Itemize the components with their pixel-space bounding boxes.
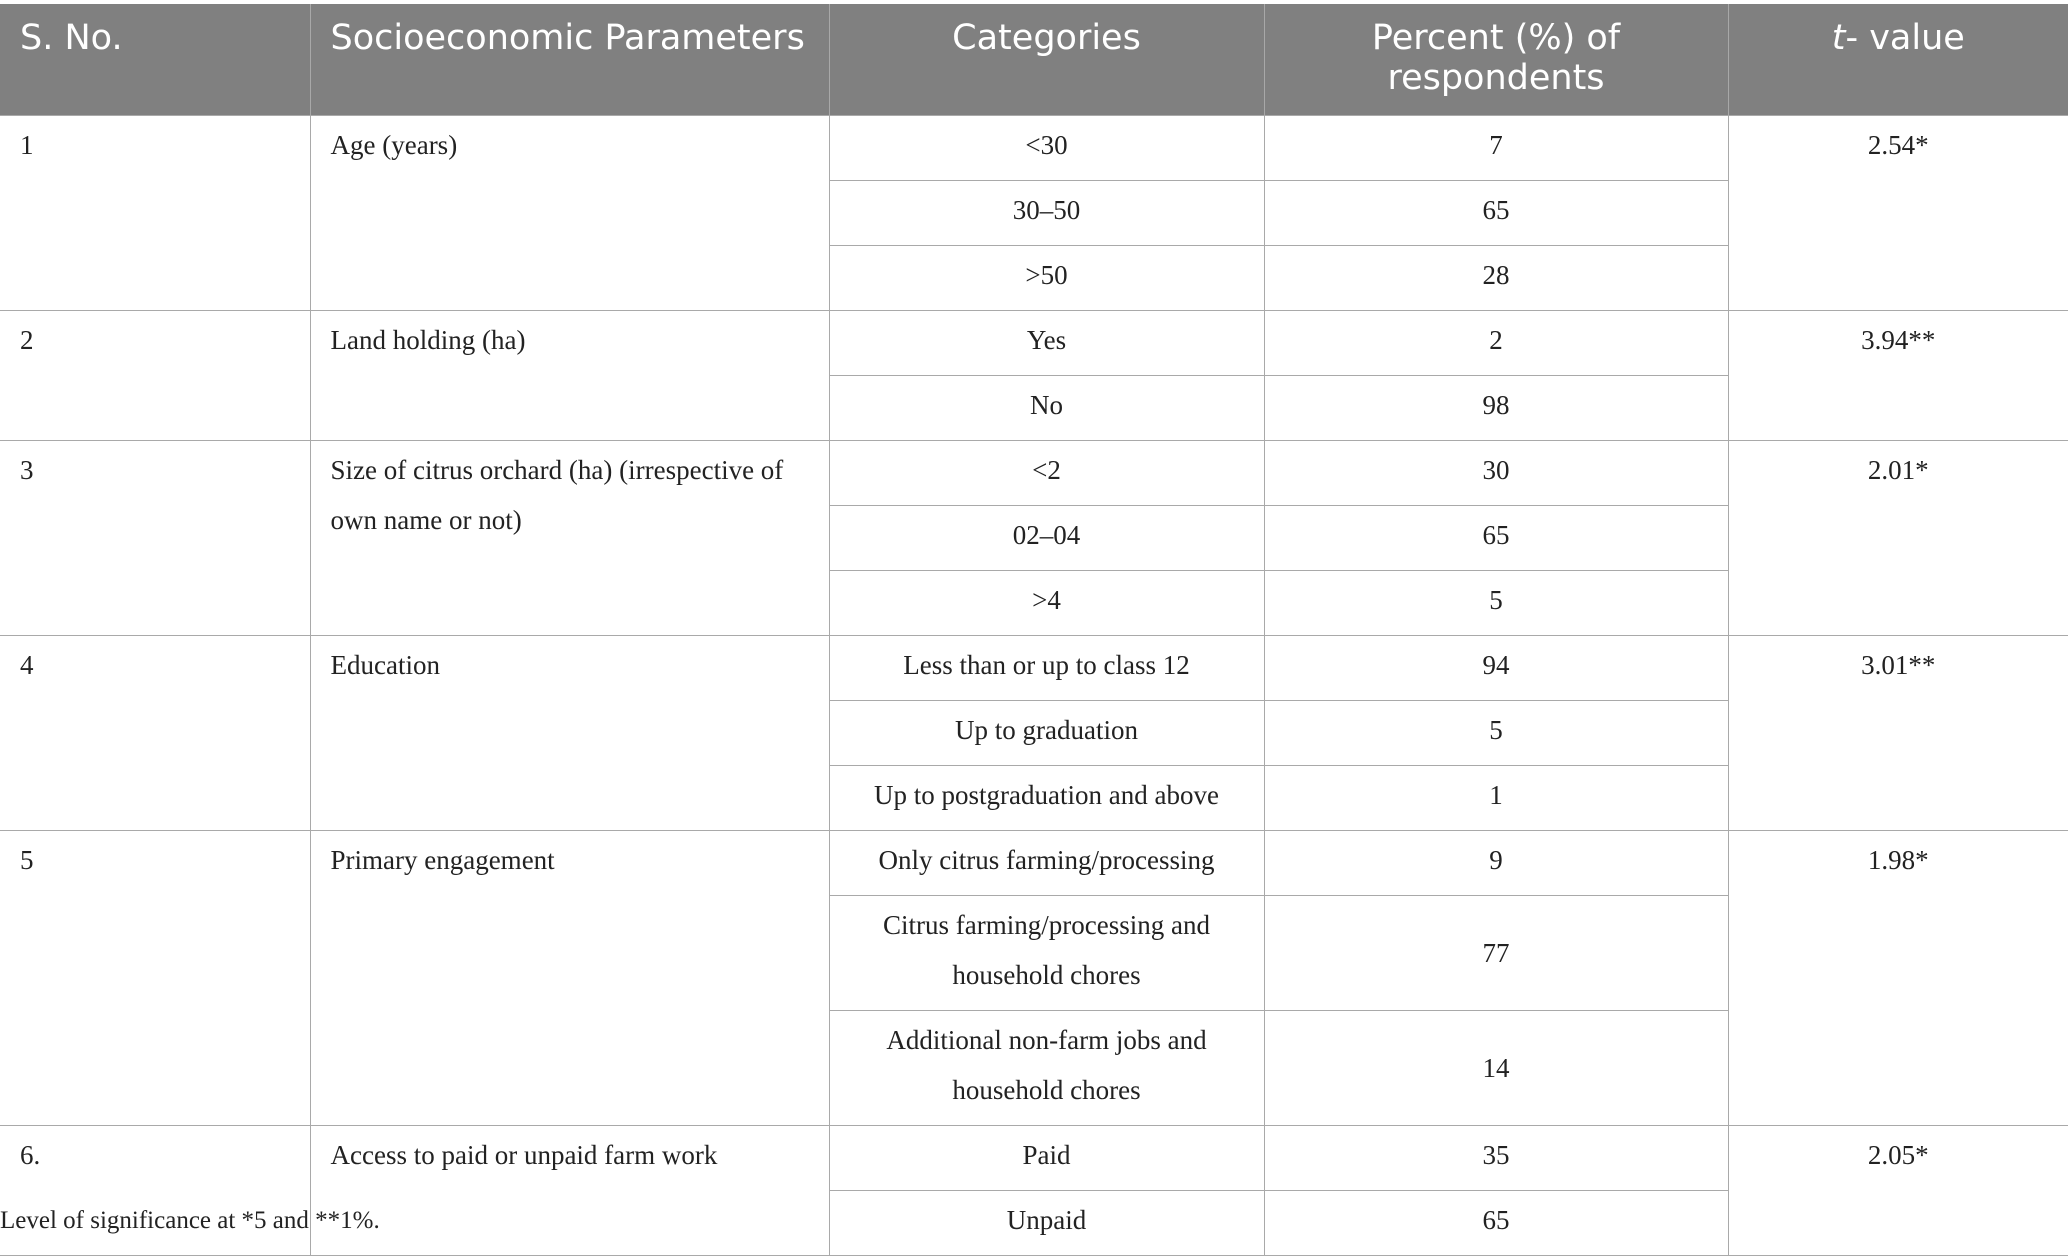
cell-category: <2 bbox=[829, 440, 1264, 505]
cell-parameter: Primary engagement bbox=[310, 830, 829, 1125]
cell-sno: 6. bbox=[0, 1125, 310, 1255]
cell-percent: 5 bbox=[1264, 570, 1728, 635]
cell-sno: 2 bbox=[0, 310, 310, 440]
header-t-value bbox=[1728, 4, 2068, 115]
cell-percent: 98 bbox=[1264, 375, 1728, 440]
cell-category: Citrus farming/processing and household chores bbox=[829, 895, 1264, 1010]
cell-t-value: 1.98* bbox=[1728, 830, 2068, 1125]
cell-parameter: Size of citrus orchard (ha) (irrespective of own name or not) bbox=[310, 440, 829, 635]
cell-t-value: 3.94** bbox=[1728, 310, 2068, 440]
cell-category: Unpaid bbox=[829, 1190, 1264, 1255]
cell-percent: 2 bbox=[1264, 310, 1728, 375]
cell-percent: 9 bbox=[1264, 830, 1728, 895]
cell-category: Less than or up to class 12 bbox=[829, 635, 1264, 700]
table-footnote: Level of significance at *5 and **1%. bbox=[0, 1207, 380, 1234]
cell-sno: 4 bbox=[0, 635, 310, 830]
cell-category: Yes bbox=[829, 310, 1264, 375]
header-t-italic: t bbox=[1831, 18, 1846, 58]
cell-category: No bbox=[829, 375, 1264, 440]
cell-percent: 77 bbox=[1264, 895, 1728, 1010]
cell-percent: 35 bbox=[1264, 1125, 1728, 1190]
table-row bbox=[0, 310, 2068, 375]
cell-percent: 65 bbox=[1264, 180, 1728, 245]
cell-percent: 30 bbox=[1264, 440, 1728, 505]
cell-sno: 3 bbox=[0, 440, 310, 635]
cell-percent: 14 bbox=[1264, 1010, 1728, 1125]
cell-percent: 1 bbox=[1264, 765, 1728, 830]
cell-percent: 28 bbox=[1264, 245, 1728, 310]
header-t-suffix: - value bbox=[1845, 18, 1965, 58]
cell-t-value: 2.54* bbox=[1728, 115, 2068, 310]
table-row bbox=[0, 635, 2068, 700]
cell-category: Up to postgraduation and above bbox=[829, 765, 1264, 830]
cell-parameter: Land holding (ha) bbox=[310, 310, 829, 440]
cell-percent: 5 bbox=[1264, 700, 1728, 765]
cell-t-value: 2.01* bbox=[1728, 440, 2068, 635]
cell-category: Paid bbox=[829, 1125, 1264, 1190]
cell-category: >4 bbox=[829, 570, 1264, 635]
cell-sno: 5 bbox=[0, 830, 310, 1125]
cell-parameter: Age (years) bbox=[310, 115, 829, 310]
cell-percent: 7 bbox=[1264, 115, 1728, 180]
cell-t-value: 3.01** bbox=[1728, 635, 2068, 830]
cell-category: 02–04 bbox=[829, 505, 1264, 570]
cell-category: Additional non-farm jobs and household chores bbox=[829, 1010, 1264, 1125]
cell-sno: 1 bbox=[0, 115, 310, 310]
table-row bbox=[0, 440, 2068, 505]
header-socioeconomic-parameters: Socioeconomic Parameters bbox=[310, 4, 829, 115]
socioeconomic-table bbox=[0, 4, 2068, 1256]
header-percent-respondents: Percent (%) of respondents bbox=[1264, 4, 1728, 115]
cell-t-value: 2.05* bbox=[1728, 1125, 2068, 1255]
cell-percent: 65 bbox=[1264, 1190, 1728, 1255]
table-row bbox=[0, 1125, 2068, 1190]
cell-category: Only citrus farming/processing bbox=[829, 830, 1264, 895]
cell-parameter: Access to paid or unpaid farm work bbox=[310, 1125, 829, 1255]
cell-percent: 94 bbox=[1264, 635, 1728, 700]
cell-parameter: Education bbox=[310, 635, 829, 830]
header-sno: S. No. bbox=[0, 4, 310, 115]
table-row bbox=[0, 115, 2068, 180]
cell-category: >50 bbox=[829, 245, 1264, 310]
table-header-row bbox=[0, 4, 2068, 115]
cell-category: 30–50 bbox=[829, 180, 1264, 245]
cell-percent: 65 bbox=[1264, 505, 1728, 570]
cell-category: Up to graduation bbox=[829, 700, 1264, 765]
cell-category: <30 bbox=[829, 115, 1264, 180]
table-row bbox=[0, 830, 2068, 895]
header-categories: Categories bbox=[829, 4, 1264, 115]
